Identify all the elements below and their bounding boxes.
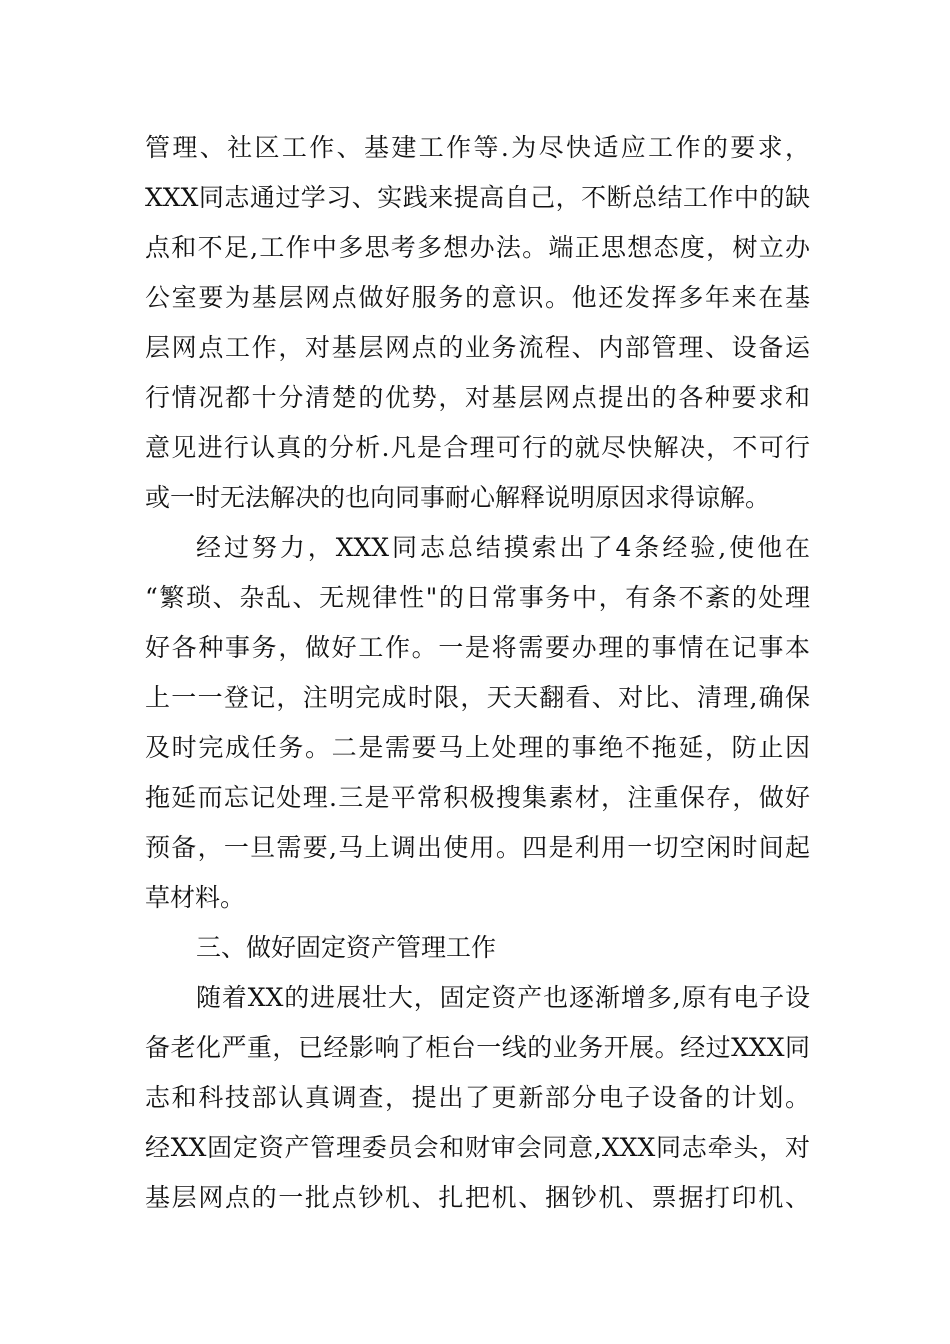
text-line: 备老化严重，已经影响了柜台一线的业务开展。经过XXX同 bbox=[145, 1033, 810, 1062]
text-line: 行情况都十分清楚的优势，对基层网点提出的各种要求和 bbox=[145, 383, 810, 412]
text-line: 志和科技部认真调查，提出了更新部分电子设备的计划。 bbox=[145, 1083, 810, 1112]
text-line: 管理、社区工作、基建工作等.为尽快适应工作的要求， bbox=[145, 133, 810, 162]
text-line: “繁琐、杂乱、无规律性"的日常事务中，有条不紊的处理 bbox=[145, 583, 810, 612]
text-line: 预备，一旦需要,马上调出使用。四是利用一切空闲时间起 bbox=[145, 833, 810, 862]
text-line: 意见进行认真的分析.凡是合理可行的就尽快解决，不可行 bbox=[145, 433, 810, 462]
text-line: 或一时无法解决的也向同事耐心解释说明原因求得谅解。 bbox=[145, 483, 771, 512]
text-line: 草材料。 bbox=[145, 883, 246, 912]
text-line: 经XX固定资产管理委员会和财审会同意,XXX同志牵头，对 bbox=[145, 1133, 810, 1162]
text-line: 上一一登记，注明完成时限，天天翻看、对比、清理,确保 bbox=[145, 683, 810, 712]
text-line: 经过努力，XXX同志总结摸索出了4条经验,使他在 bbox=[196, 533, 810, 562]
text-line: 及时完成任务。二是需要马上处理的事绝不拖延，防止因 bbox=[145, 733, 810, 762]
text-line: 层网点工作，对基层网点的业务流程、内部管理、设备运 bbox=[145, 333, 810, 362]
text-line: XXX同志通过学习、实践来提高自己，不断总结工作中的缺 bbox=[145, 183, 810, 212]
text-line: 公室要为基层网点做好服务的意识。他还发挥多年来在基 bbox=[145, 283, 810, 312]
text-line: 点和不足,工作中多思考多想办法。端正思想态度，树立办 bbox=[145, 233, 810, 262]
text-line: 好各种事务，做好工作。一是将需要办理的事情在记事本 bbox=[145, 633, 810, 662]
text-line: 拖延而忘记处理.三是平常积极搜集素材，注重保存，做好 bbox=[145, 783, 810, 812]
document-body bbox=[145, 123, 810, 1223]
text-line: 基层网点的一批点钞机、扎把机、捆钞机、票据打印机、 bbox=[145, 1183, 810, 1212]
section-heading: 三、做好固定资产管理工作 bbox=[196, 933, 497, 962]
text-line: 随着XX的进展壮大，固定资产也逐渐增多,原有电子设 bbox=[196, 983, 810, 1012]
